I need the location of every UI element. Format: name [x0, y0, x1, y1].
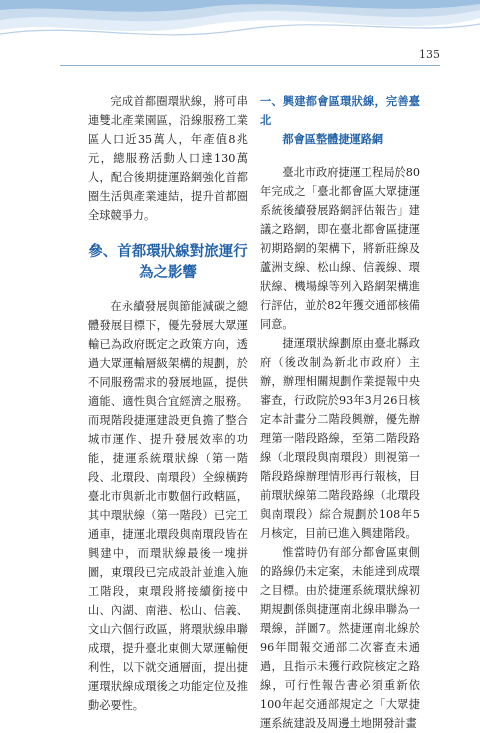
intro-paragraph: 完成首都圈環狀線，將可串連雙北產業園區，沿線服務工業區人口近35萬人，年產值8兆元，總服務活動人口達130萬人，配合後期捷運路網強化首都圈生活與產業連結，提升首都圈全球競爭力。 [88, 95, 248, 222]
sub-heading-line-2: 都會區整體捷運路網 [282, 132, 384, 146]
sub-heading-line-1: 一、興建都會區環狀線，完善臺北 [260, 94, 420, 127]
header-wave-decoration [0, 0, 480, 70]
paragraph-1: 臺北市政府捷運工程局於80年完成之「臺北都會區大眾捷運系統後續發展路網評估報告」建議之路網，即在臺北都會區捷運初期路網的架構下，將新莊線及蘆洲支線、松山線、信義線、環狀線、機場線等列入路網架構進行評估，並於82年獲交通部核備同意。 [260, 166, 420, 331]
sub-heading [260, 92, 420, 149]
paragraph-2: 捷運環狀線劃原由臺北縣政府（後改制為新北市政府）主辦，辦理相關規劃作業提報中央審查，行政院於93年3月26日核定本計畫分二階段興辦，優先辦理第一階段路線，至第二階段路線（北環段與南環段）則視第一階段路線辦理情形再行報核，目前環狀線第二階段路線（北環段與南環段）綜合規劃於108年5月核定，目前已進入興建階段。 [260, 337, 420, 540]
header-rule [60, 65, 440, 66]
section-paragraph: 在永續發展與節能減碳之總體發展目標下，優先發展大眾運輸已為政府既定之政策方向，透過大眾運輸層級架構的規劃，於不同服務需求的發展地區，提供適能、適性與合宜經濟之服務。而現階段捷運建設更負擔了整合城市運作、提升發展效率的功能，捷運系統環狀線（第一階段、北環段、南環段）全線橫跨臺北市與新北市數個行政轄區，其中環狀線（第一階段）已完工通車，捷運北環段與南環段皆在興建中，而環狀線最後一塊拼圖，東環段已完成設計並進入施工階段，東環段將接續銜接中山、內湖、南港、松山、信義、文山六個行政區，將環狀線串聯成環，提升臺北東側大眾運輸便利性，以下就交通層面，提出捷運環狀線成環後之功能定位及推動必要性。 [88, 300, 248, 712]
paragraph-3: 惟當時仍有部分都會區東側的路線仍未定案，未能達到成環之目標。由於捷運系統環狀線初期規劃係與捷運南北線串聯為一環線，詳圖7。然捷運南北線於96年間報交通部二次審查未通過，且指示未獲行政院核定之路線，可行性報告書必須重新依100年起交通部規定之「大眾捷運系統建設及周邊土地開發計畫 [260, 546, 420, 730]
right-column [260, 92, 420, 733]
left-column [88, 92, 248, 715]
section-heading: 參、首都環狀線對旅運行為之影響 [88, 243, 248, 281]
page-number: 135 [419, 48, 440, 61]
